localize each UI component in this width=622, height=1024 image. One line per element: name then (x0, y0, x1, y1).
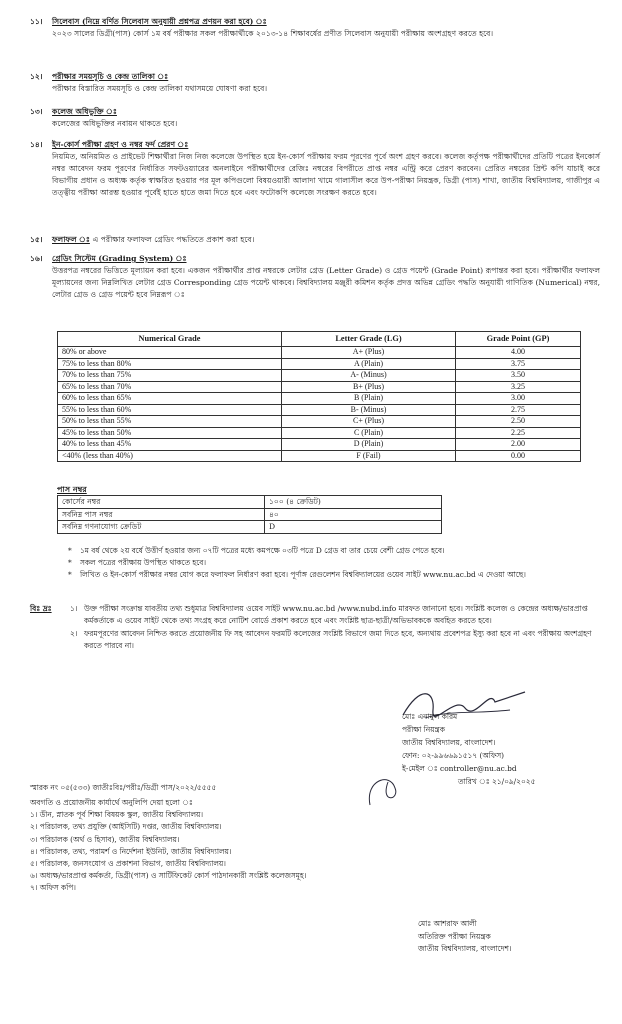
numerical-grade: <40% (less than 40%) (58, 450, 282, 462)
section-body: উত্তরপত্র নম্বরের ভিত্তিতে মূল্যায়ন করা হবে। একজন পরীক্ষার্থীর প্রাপ্ত নম্বরকে লেটার গ্রেড (Letter Grade) ও গ্রেড পয়েন্ট (Grade Point) রূপান্তর করা হবে। পরীক্ষার্থীর ফলাফল মূল্যায়নের জন্য নিম্নলিখিত লেটার গ্রেড Corresponding গ্রেড পয়েন্ট থাকবে। বিশ্ববিদ্যালয় মঞ্জুরী কমিশন কর্তৃক প্রদত্ত অভিন্ন গ্রেডিং পদ্ধতি অনুযায়ী গাণিতিক (Numerical) নম্বর, লেটার গ্রেড ও গ্রেড পয়েন্ট হবে নিম্নরূপ ঃ (52, 266, 600, 299)
section-grading (30, 253, 600, 301)
section-title: পরীক্ষার সময়সূচি ও কেন্দ্র তালিকা ঃ (52, 72, 169, 81)
section-incourse (30, 139, 600, 199)
pass-value: ৪০ (265, 508, 442, 521)
list-item (30, 628, 595, 651)
letter-grade: A (Plain) (282, 358, 456, 370)
section-number: ১৪। (30, 140, 43, 149)
letter-grade: D (Plain) (282, 439, 456, 451)
grade-point: 2.00 (456, 439, 581, 451)
section-body: এ পরীক্ষার ফলাফল গ্রেডিং পদ্ধতিতে প্রকাশ করা হবে। (92, 235, 255, 244)
signatory-name: মোঃ এনামুল করিম (402, 712, 458, 721)
section-body: ২০২৩ সালের ডিগ্রী(পাস) কোর্স ১ম বর্ষ পরীক্ষার সকল পরীক্ষার্থীকে ২০১৩-১৪ শিক্ষাবর্ষের প্রণীত সিলেবাস অনুযায়ী পরীক্ষায় অংশগ্রহণ করতে হবে। (52, 29, 494, 38)
grade-point: 3.00 (456, 393, 581, 405)
letter-grade: B+ (Plus) (282, 381, 456, 393)
table-row (58, 508, 442, 521)
note-text: সকল পত্রের পরীক্ষায় উপস্থিত থাকতে হবে। (80, 558, 207, 567)
table-row (58, 381, 581, 393)
grade-point: 4.00 (456, 347, 581, 359)
section-body: পরীক্ষার বিস্তারিত সময়সূচি ও কেন্দ্র তালিকা যথাসময়ে ঘোষণা করা হবে। (52, 84, 268, 93)
item-number: ১। (70, 604, 78, 613)
numerical-grade: 55% to less than 60% (58, 404, 282, 416)
list-item: ১। ডীন, স্নাতক পূর্ব শিক্ষা বিষয়ক স্কুল, জাতীয় বিশ্ববিদ্যালয়। (30, 810, 203, 820)
numerical-grade: 45% to less than 50% (58, 427, 282, 439)
signatory-designation: পরীক্ষা নিয়ন্ত্রক (402, 725, 445, 734)
table-row (58, 358, 581, 370)
numerical-grade: 80% or above (58, 347, 282, 359)
signatory-org: জাতীয় বিশ্ববিদ্যালয়, বাংলাদেশ। (418, 944, 512, 953)
column-header: Grade Point (GP) (456, 332, 581, 347)
postscript-text: ফরমপূরণের আবেদন নিশ্চিত করতে প্রয়োজনীয় ফি সহ আবেদন ফরমটি কলেজের সংশ্লিষ্ট বিভাগে জমা দিতে হবে, অন্যথায় প্রবেশপত্র ইস্যু করা হবে না এবং পরীক্ষায় অংশগ্রহণ করতে পারবে না। (84, 629, 592, 650)
list-item (30, 603, 595, 626)
column-header: Letter Grade (LG) (282, 332, 456, 347)
grade-point: 2.50 (456, 416, 581, 428)
section-number: ১২। (30, 72, 43, 81)
table-row (58, 496, 442, 509)
list-item: ৫। পরিচালক, জনসংযোগ ও প্রকাশনা বিভাগ, জাতীয় বিশ্ববিদ্যালয়। (30, 859, 226, 869)
postscript (30, 603, 595, 651)
grade-point: 3.25 (456, 381, 581, 393)
grade-point: 3.50 (456, 370, 581, 382)
bullet: * (68, 570, 72, 579)
section-number: ১১। (30, 17, 43, 26)
section-syllabus (30, 16, 600, 40)
section-body: নিয়মিত, অনিয়মিত ও প্রাইভেট শিক্ষার্থীরা নিজ নিজ কলেজে উপস্থিত হয়ে ইন-কোর্স পরীক্ষায় ফরম পূরণের পূর্বে অংশ গ্রহণ করবে। কলেজ কর্তৃপক্ষ পরীক্ষার্থীদের প্রতিটি পত্রের ইনকোর্স নম্বর আবেদন ফরম পূরণের নির্ধারিত সফটওয়্যারের অনলাইনে পরীক্ষার্থীদের রেজিঃ নম্বরের বিপরীতে প্রাপ্ত নম্বর এন্ট্রি করে প্রেরণ করবেন। প্রেরিত নম্বরের প্রিন্ট কপি যাচাই করে বিভাগীয় প্রধান ও অধ্যক্ষ কর্তৃক স্বাক্ষরিত হওয়ার পর মূল কপিগুলো বিষয়ওয়ারী আলাদা খামে গালাসীল করে উপ-পরীক্ষা নিয়ন্ত্রক, ডিগ্রী (পাস) শাখা, জাতীয় বিশ্ববিদ্যালয়, গাজীপুর এ তত্ত্বীয় পরীক্ষা আরম্ভ হওয়ার পূর্বেই হাতে হাতে জমা দিতে হবে এবং ফটোকপি কলেজে সংরক্ষণ করতে হবে। (52, 152, 600, 197)
list-item: ২। পরিচালক, তথ্য প্রযুক্তি (আইসিটি) দপ্তর, জাতীয় বিশ্ববিদ্যালয়। (30, 822, 222, 832)
section-body: কলেজের অধিভুক্তির নবায়ন থাকতে হবে। (52, 119, 178, 128)
section-title: ইন-কোর্স পরীক্ষা গ্রহণ ও নম্বর ফর্দ প্রেরণ ঃ (52, 140, 189, 149)
section-result (30, 234, 600, 246)
letter-grade: C (Plain) (282, 427, 456, 439)
grade-table (57, 331, 581, 462)
numerical-grade: 60% to less than 65% (58, 393, 282, 405)
letter-grade: C+ (Plus) (282, 416, 456, 428)
table-row (58, 393, 581, 405)
section-schedule (30, 71, 600, 95)
table-row (58, 347, 581, 359)
phone: ফোন: ০২-৯৯৬৬৯১৫১৭ (অফিস) (402, 751, 505, 760)
date: তারিখ ঃ ২১/০৯/২০২৫ (458, 777, 536, 786)
signatory-block-2 (418, 918, 608, 956)
table-row (58, 427, 581, 439)
postscript-text: উক্ত পরীক্ষা সংক্রান্ত যাবতীয় তথ্য শুধুমাত্র বিশ্ববিদ্যালয় ওয়েব সাইট www.nu.ac.bd /www.nubd.info মারফত জানানো হবে। সংশ্লিষ্ট কলেজ ও কেন্দ্রের অধ্যক্ষ/ভারপ্রাপ্ত কর্মকর্তাকে এ ওয়েব সাইট থেকে তথ্য সংগ্রহ করে নোটিশ বোর্ডে প্রকাশ করতে হবে এবং সংশ্লিষ্ট ছাত্র-ছাত্রী/অভিভাবককে অবহিত করতে হবে। (84, 604, 588, 625)
note-text: লিখিত ও ইন-কোর্স পরীক্ষার নম্বর যোগ করে ফলাফল নির্ধারণ করা হবে। পূর্ণাঙ্গ রেগুলেশন বিশ্ববিদ্যালয়ের ওয়েব সাইট www.nu.ac.bd এ দেওয়া আছে। (80, 570, 526, 579)
signatory-designation: অতিরিক্ত পরীক্ষা নিয়ন্ত্রক (418, 931, 491, 941)
table-row (58, 370, 581, 382)
signatory-name: মোঃ আশরাফ আলী (418, 919, 477, 928)
section-title: ফলাফল ঃ (52, 235, 90, 244)
list-item (68, 557, 593, 569)
list-item (68, 545, 593, 557)
signatory-block (402, 710, 602, 788)
email: ই-মেইল ঃ controller@nu.ac.bd (402, 764, 517, 773)
pass-marks-table (57, 495, 442, 534)
grade-point: 2.25 (456, 427, 581, 439)
list-item: ৩। পরিচালক (অর্থ ও হিসাব), জাতীয় বিশ্ববিদ্যালয়। (30, 834, 180, 844)
numerical-grade: 70% to less than 75% (58, 370, 282, 382)
list-item: ৪। পরিচালক, তথ্য, পরামর্শ ও নির্দেশনা ইউনিট, জাতীয় বিশ্ববিদ্যালয়। (30, 846, 232, 856)
memo-number: স্মারক নং ০৫(৫৩৩) জাতীঃবিঃ/পরীঃ/ডিগ্রী পাস/২০২২/৫৫৫৫ (30, 783, 217, 792)
numerical-grade: 50% to less than 55% (58, 416, 282, 428)
pass-key: কোর্সের নম্বর (58, 496, 265, 509)
table-header-row (58, 332, 581, 347)
table-row (58, 439, 581, 451)
numerical-grade: 65% to less than 70% (58, 381, 282, 393)
item-number: ২। (70, 629, 78, 638)
postscript-label: বিঃ দ্রঃ (30, 604, 52, 613)
pass-key: সর্বনিম্ন গণনাযোগ্য ক্রেডিট (58, 521, 265, 534)
letter-grade: B (Plain) (282, 393, 456, 405)
numerical-grade: 75% to less than 80% (58, 358, 282, 370)
grade-point: 2.75 (456, 404, 581, 416)
section-number: ১৫। (30, 235, 43, 244)
table-row (58, 404, 581, 416)
section-title: সিলেবাস (নিম্নে বর্ণিত সিলেবাস অনুযায়ী প্রশ্নপত্র প্রণয়ন করা হবে) ঃ (52, 17, 267, 26)
letter-grade: B- (Minus) (282, 404, 456, 416)
copy-list (30, 797, 450, 895)
section-number: ১৩। (30, 107, 43, 116)
grade-point: 3.75 (456, 358, 581, 370)
list-item: ৭। অফিস কপি। (30, 883, 76, 893)
column-header: Numerical Grade (58, 332, 282, 347)
section-affiliation (30, 106, 600, 130)
grade-point: 0.00 (456, 450, 581, 462)
letter-grade: A+ (Plus) (282, 347, 456, 359)
table-row (58, 521, 442, 534)
copy-intro: অবগতি ও প্রয়োজনীয় কার্যার্থে অনুলিপি দেয়া হলো ঃ (30, 798, 193, 807)
list-item: ৬। অধ্যক্ষ/ভারপ্রাপ্ত কর্মকর্তা, ডিগ্রী(পাস) ও সার্টিফিকেট কোর্স পাঠদানকারী সংশ্লিষ্ট কলেজসমূহ। (30, 871, 307, 881)
grading-notes (68, 545, 593, 581)
section-number: ১৬। (30, 254, 43, 263)
numerical-grade: 40% to less than 45% (58, 439, 282, 451)
pass-marks-title: পাস নম্বর (57, 484, 87, 494)
pass-value: ১০০ (৪ ক্রেডিট) (265, 496, 442, 509)
bullet: * (68, 546, 72, 555)
list-item (68, 569, 593, 581)
bullet: * (68, 558, 72, 567)
note-text: ১ম বর্ষ থেকে ২য় বর্ষে উত্তীর্ণ হওয়ার জন্য ০৭টি পত্রের মধ্যে কমপক্ষে ০৩টি পত্রে D গ্রেড বা তার চেয়ে বেশী গ্রেড পেতে হবে। (80, 546, 445, 555)
table-row (58, 416, 581, 428)
table-row (58, 450, 581, 462)
letter-grade: A- (Minus) (282, 370, 456, 382)
signatory-org: জাতীয় বিশ্ববিদ্যালয়, বাংলাদেশ। (402, 738, 496, 747)
section-title: গ্রেডিং সিস্টেম (Grading System) ঃ (52, 254, 187, 263)
letter-grade: F (Fail) (282, 450, 456, 462)
pass-value: D (265, 521, 442, 534)
pass-key: সর্বনিম্ন পাস নম্বর (58, 508, 265, 521)
section-title: কলেজ অধিভুক্তি ঃ (52, 107, 117, 116)
